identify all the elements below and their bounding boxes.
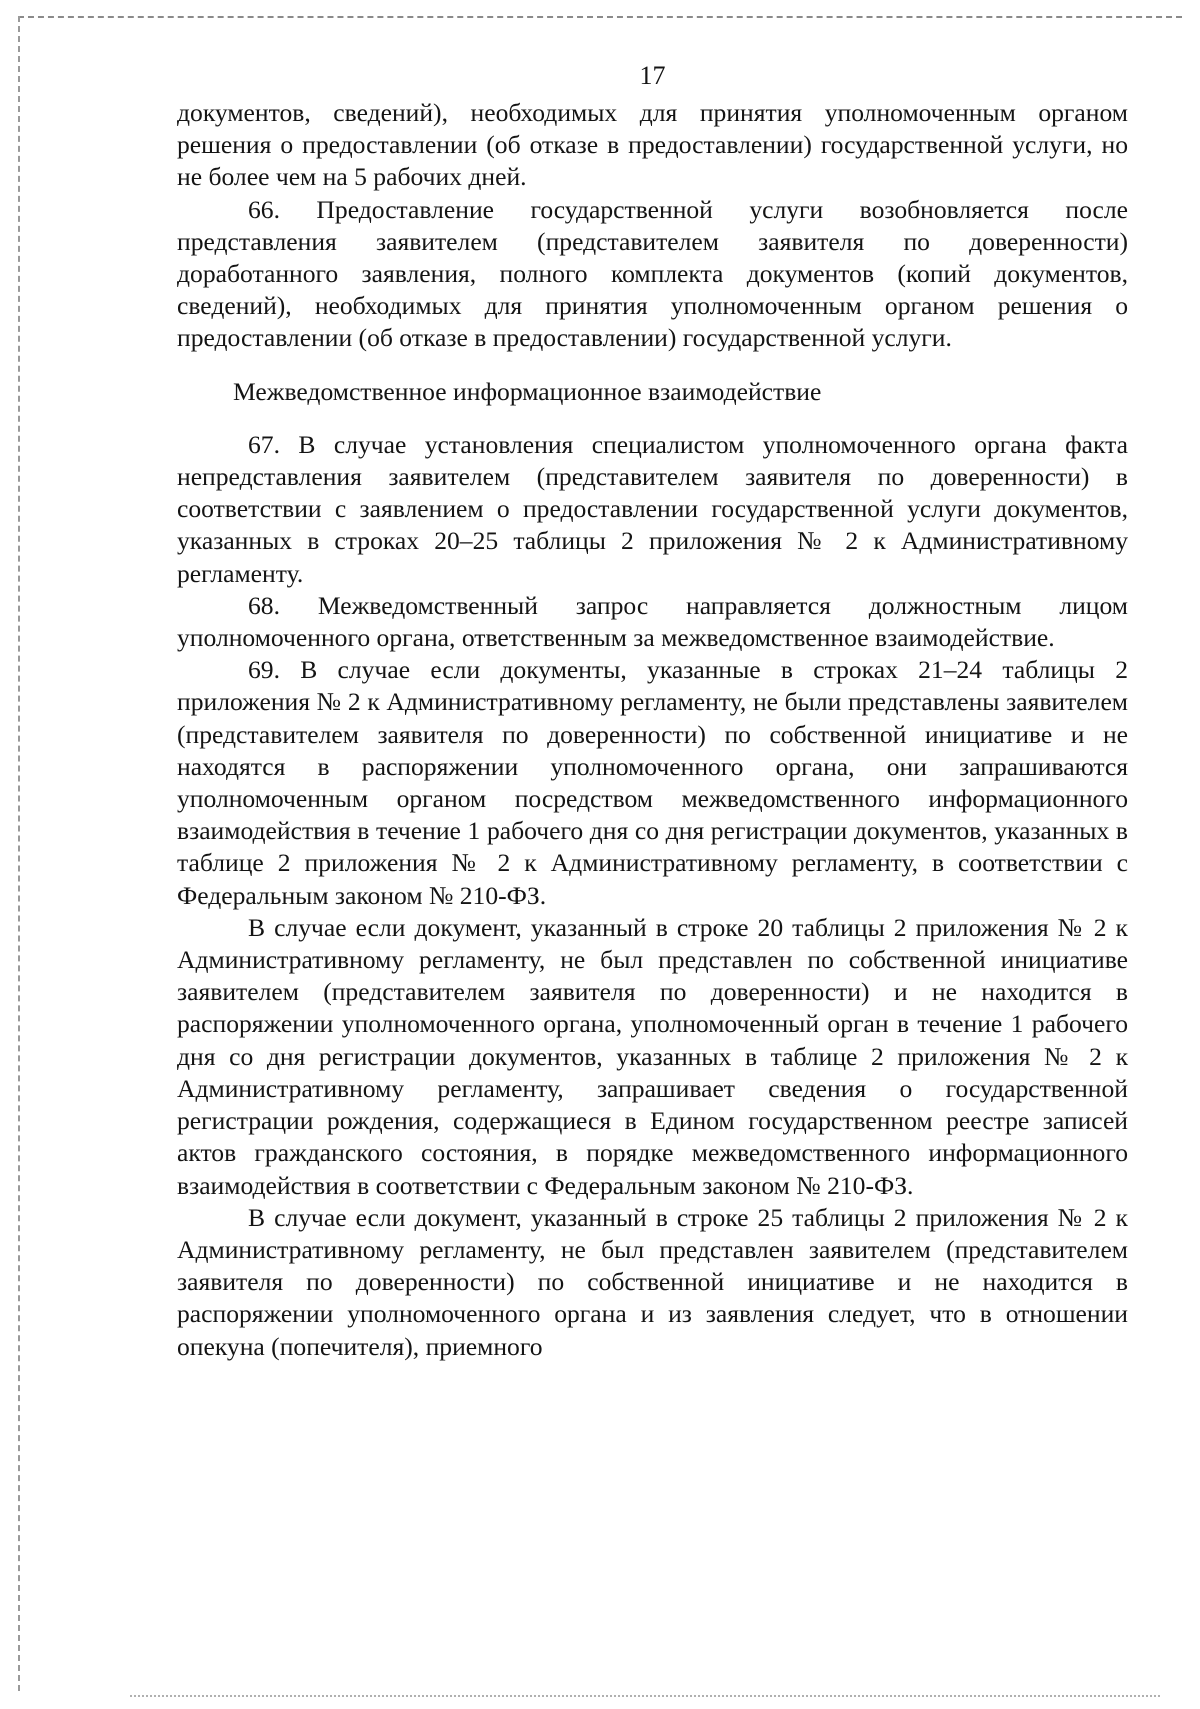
scan-border-top [18,16,1182,18]
paragraph-69: 69. В случае если документы, указанные в строках 21–24 таблицы 2 приложения № 2 к Административному регламенту, не были представлены заявителем (представителем заявителя по доверенности) по собственной инициативе и не находятся в распоряжении уполномоченного органа, они запрашиваются уполномоченным органом посредством межведомственного информационного взаимодействия в течение 1 рабочего дня со дня регистрации документов, указанных в таблице 2 приложения № 2 к Административному регламенту, в соответствии с Федеральным законом № 210-ФЗ. [177,655,1128,910]
page-number: 17 [639,61,666,90]
document-page [177,56,1128,1363]
paragraph-69-document-20: В случае если документ, указанный в строке 20 таблицы 2 приложения № 2 к Административному регламенту, не был представлен по собственной инициативе заявителем (представителем заявителя по доверенности) и не находится в распоряжении уполномоченного органа, уполномоченный орган в течение 1 рабочего дня со дня регистрации документов, указанных в таблице 2 приложения № 2 к Административному регламенту, запрашивает сведения о государственной регистрации рождения, содержащиеся в Едином государственном реестре записей актов гражданского состояния, в порядке межведомственного информационного взаимодействия в соответствии с Федеральным законом № 210-ФЗ. [177,912,1128,1200]
paragraph-68: 68. Межведомственный запрос направляется должностным лицом уполномоченного органа, ответственным за межведомственное взаимодействие. [177,590,1128,653]
scan-border-bottom [130,1695,1160,1697]
section-heading: Межведомственное информационное взаимодействие [233,376,822,406]
paragraph-66: 66. Предоставление государственной услуги возобновляется после представления заявителем (представителем заявителя по доверенности) доработанного заявления, полного комплекта документов (копий документов, сведений), необходимых для принятия уполномоченным органом решения о предоставлении (об отказе в предоставлении) государственной услуги. [177,194,1128,353]
paragraph-69-document-25: В случае если документ, указанный в строке 25 таблицы 2 приложения № 2 к Административному регламенту, не был представлен заявителем (представителем заявителя по доверенности) по собственной инициативе и не находится в распоряжении уполномоченного органа и из заявления следует, что в отношении опекуна (попечителя), приемного [177,1202,1128,1361]
paragraph-continuation: документов, сведений), необходимых для принятия уполномоченным органом решения о предоставлении (об отказе в предоставлении) государственной услуги, но не более чем на 5 рабочих дней. [177,98,1128,192]
paragraph-67: 67. В случае установления специалистом уполномоченного органа факта непредставления заявителем (представителем заявителя по доверенности) в соответствии с заявлением о предоставлении государственной услуги документов, указанных в строках 20–25 таблицы 2 приложения № 2 к Административному регламенту. [177,429,1128,588]
scan-border-left [18,16,20,1691]
